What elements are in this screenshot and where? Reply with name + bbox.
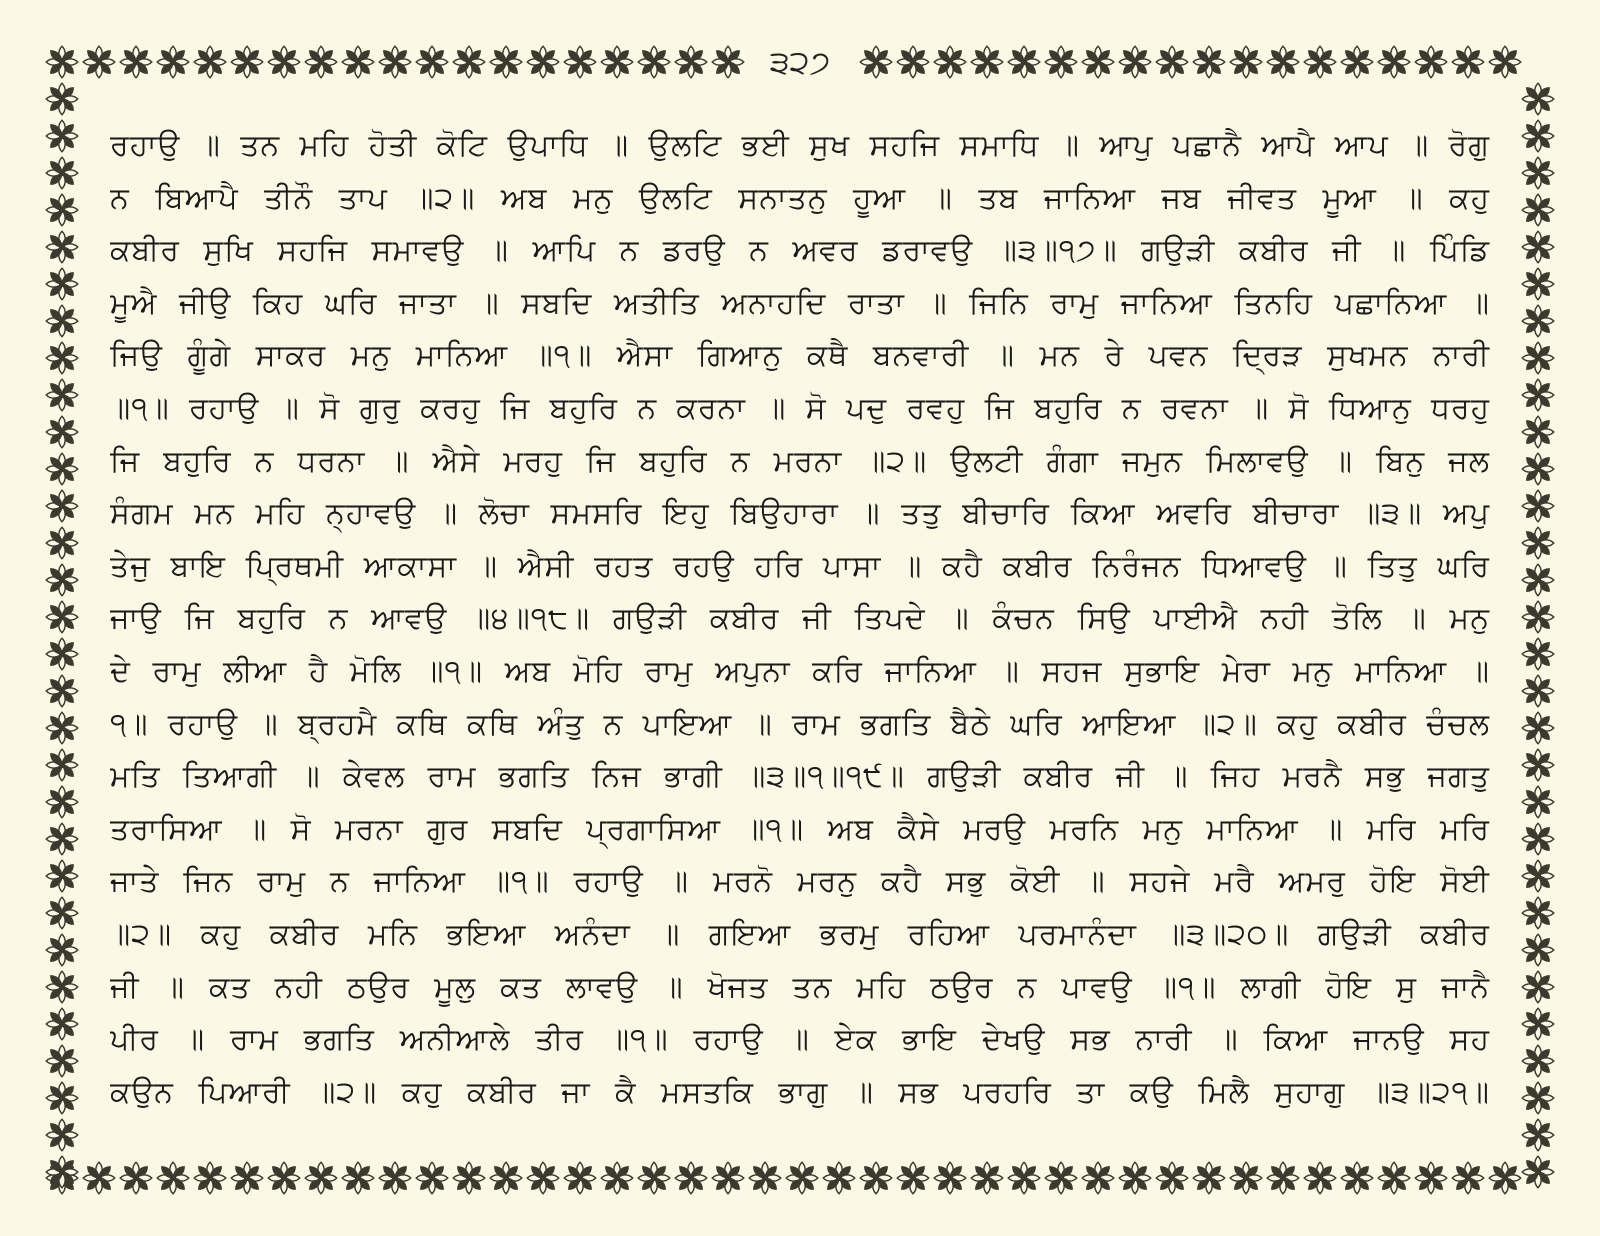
text-line: ਪੀਰ ॥ ਰਾਮ ਭਗਤਿ ਅਨੀਆਲੇ ਤੀਰ ॥੧॥ ਰਹਾਉ ॥ ਏਕ ਭਾਇ ਦੇਖਉ ਸਭ ਨਾਰੀ ॥ ਕਿਆ ਜਾਨਉ ਸਹ	[110, 1022, 1490, 1058]
flower-ornament-icon	[897, 46, 929, 78]
flower-ornament-icon	[1230, 46, 1262, 78]
flower-ornament-icon	[1230, 1162, 1262, 1194]
flower-ornament-icon	[416, 1162, 448, 1194]
flower-ornament-icon	[1522, 1156, 1554, 1188]
flower-ornament-icon	[1452, 46, 1484, 78]
flower-ornament-icon	[46, 897, 78, 929]
flower-ornament-icon	[823, 1162, 855, 1194]
flower-ornament-icon	[1304, 1162, 1336, 1194]
flower-ornament-icon	[46, 934, 78, 966]
text-line: ਜੀ ॥ ਕਤ ਨਹੀ ਠਉਰ ਮੂਲੁ ਕਤ ਲਾਵਉ ॥ ਖੋਜਤ ਤਨ ਮਹਿ ਠਉਰ ਨ ਪਾਵਉ ॥੧॥ ਲਾਗੀ ਹੋਇ ਸੁ ਜਾਨੈ	[110, 969, 1490, 1005]
flower-ornament-icon	[1489, 1162, 1521, 1194]
flower-ornament-icon	[46, 786, 78, 818]
text-line: ਕਬੀਰ ਸੁਖਿ ਸਹਜਿ ਸਮਾਵਉ ॥ ਆਪਿ ਨ ਡਰਉ ਨ ਅਵਰ ਡਰਾਵਉ ॥੩॥੧੭॥ ਗਉੜੀ ਕਬੀਰ ਜੀ ॥ ਪਿੰਡਿ	[110, 233, 1490, 269]
flower-ornament-icon	[564, 46, 596, 78]
flower-ornament-icon	[1522, 490, 1554, 522]
flower-ornament-icon	[1522, 675, 1554, 707]
flower-ornament-icon	[1522, 157, 1554, 189]
flower-ornament-icon	[1119, 1162, 1151, 1194]
flower-ornament-icon	[46, 527, 78, 559]
flower-ornament-icon	[1341, 1162, 1373, 1194]
flower-ornament-icon	[601, 46, 633, 78]
flower-ornament-icon	[46, 268, 78, 300]
gurbani-text-block	[110, 120, 1490, 1119]
flower-ornament-icon	[1522, 638, 1554, 670]
flower-ornament-icon	[1522, 416, 1554, 448]
flower-ornament-icon	[120, 46, 152, 78]
flower-ornament-icon	[1522, 564, 1554, 596]
flower-ornament-icon	[1522, 120, 1554, 152]
flower-ornament-icon	[379, 1162, 411, 1194]
flower-ornament-icon	[1082, 1162, 1114, 1194]
flower-ornament-icon	[1522, 379, 1554, 411]
flower-ornament-icon	[1522, 786, 1554, 818]
flower-ornament-icon	[1156, 1162, 1188, 1194]
flower-ornament-icon	[342, 46, 374, 78]
flower-ornament-icon	[1522, 194, 1554, 226]
flower-ornament-icon	[305, 46, 337, 78]
flower-ornament-icon	[46, 601, 78, 633]
flower-ornament-icon	[1522, 1045, 1554, 1077]
flower-ornament-icon	[860, 46, 892, 78]
flower-ornament-icon	[46, 564, 78, 596]
flower-ornament-icon	[786, 1162, 818, 1194]
flower-ornament-icon	[675, 1162, 707, 1194]
flower-ornament-icon	[231, 46, 263, 78]
flower-ornament-icon	[157, 1162, 189, 1194]
flower-ornament-icon	[416, 46, 448, 78]
flower-ornament-icon	[379, 46, 411, 78]
flower-ornament-icon	[564, 1162, 596, 1194]
flower-ornament-icon	[490, 1162, 522, 1194]
flower-ornament-icon	[1522, 527, 1554, 559]
flower-ornament-icon	[1452, 1162, 1484, 1194]
flower-ornament-icon	[46, 1119, 78, 1151]
flower-ornament-icon	[712, 46, 744, 78]
flower-ornament-icon	[1378, 46, 1410, 78]
flower-ornament-icon	[971, 1162, 1003, 1194]
flower-ornament-icon	[638, 1162, 670, 1194]
text-line: ਦੇ ਰਾਮੁ ਲੀਆ ਹੈ ਮੋਲਿ ॥੧॥ ਅਬ ਮੋਹਿ ਰਾਮੁ ਅਪੁਨਾ ਕਰਿ ਜਾਨਿਆ ॥ ਸਹਜ ਸੁਭਾਇ ਮੇਰਾ ਮਨੁ ਮਾਨਿਆ ॥	[110, 653, 1490, 689]
flower-ornament-icon	[46, 490, 78, 522]
flower-ornament-icon	[46, 231, 78, 263]
text-line: ॥੧॥ ਰਹਾਉ ॥ ਸੋ ਗੁਰੁ ਕਰਹੁ ਜਿ ਬਹੁਰਿ ਨ ਕਰਨਾ ॥ ਸੋ ਪਦੁ ਰਵਹੁ ਜਿ ਬਹੁਰਿ ਨ ਰਵਨਾ ॥ ਸੋ ਧਿਆਨੁ ਧਰਹੁ	[110, 390, 1490, 426]
flower-ornament-icon	[46, 823, 78, 855]
text-line: ਜਿਉ ਗੂੰਗੇ ਸਾਕਰ ਮਨੁ ਮਾਨਿਆ ॥੧॥ ਐਸਾ ਗਿਆਨੁ ਕਥੈ ਬਨਵਾਰੀ ॥ ਮਨ ਰੇ ਪਵਨ ਦ੍ਰਿੜ ਸੁਖਮਨ ਨਾਰੀ	[110, 338, 1490, 374]
flower-ornament-icon	[1522, 934, 1554, 966]
text-line: ਮਤਿ ਤਿਆਗੀ ॥ ਕੇਵਲ ਰਾਮ ਭਗਤਿ ਨਿਜ ਭਾਗੀ ॥੩॥੧॥੧੯॥ ਗਉੜੀ ਕਬੀਰ ਜੀ ॥ ਜਿਹ ਮਰਨੈ ਸਭੁ ਜਗਤੁ	[110, 759, 1490, 795]
flower-ornament-icon	[638, 46, 670, 78]
text-line: ॥੨॥ ਕਹੁ ਕਬੀਰ ਮਨਿ ਭਇਆ ਅਨੰਦਾ ॥ ਗਇਆ ਭਰਮੁ ਰਹਿਆ ਪਰਮਾਨੰਦਾ ॥੩॥੨੦॥ ਗਉੜੀ ਕਬੀਰ	[110, 916, 1490, 952]
flower-ornament-icon	[749, 1162, 781, 1194]
flower-ornament-icon	[1522, 1008, 1554, 1040]
text-line: ਜਿ ਬਹੁਰਿ ਨ ਧਰਨਾ ॥ ਐਸੇ ਮਰਹੁ ਜਿ ਬਹੁਰਿ ਨ ਮਰਨਾ ॥੨॥ ਉਲਟੀ ਗੰਗਾ ਜਮੁਨ ਮਿਲਾਵਉ ॥ ਬਿਨੁ ਜਲ	[110, 443, 1490, 479]
flower-ornament-icon	[46, 379, 78, 411]
flower-ornament-icon	[157, 46, 189, 78]
flower-ornament-icon	[1193, 1162, 1225, 1194]
flower-ornament-icon	[1267, 46, 1299, 78]
flower-ornament-icon	[46, 83, 78, 115]
flower-ornament-icon	[1522, 897, 1554, 929]
flower-ornament-icon	[1522, 749, 1554, 781]
flower-ornament-icon	[1522, 342, 1554, 374]
flower-ornament-icon	[1045, 46, 1077, 78]
flower-ornament-icon	[46, 1008, 78, 1040]
text-line: ਜਾਉ ਜਿ ਬਹੁਰਿ ਨ ਆਵਉ ॥੪॥੧੮॥ ਗਉੜੀ ਕਬੀਰ ਜੀ ਤਿਪਦੇ ॥ ਕੰਚਨ ਸਿਉ ਪਾਈਐ ਨਹੀ ਤੋਲਿ ॥ ਮਨੁ	[110, 601, 1490, 637]
flower-ornament-icon	[1522, 305, 1554, 337]
flower-ornament-icon	[453, 1162, 485, 1194]
text-line: ਰਹਾਉ ॥ ਤਨ ਮਹਿ ਹੋਤੀ ਕੋਟਿ ਉਪਾਧਿ ॥ ਉਲਟਿ ਭਈ ਸੁਖ ਸਹਜਿ ਸਮਾਧਿ ॥ ਆਪੁ ਪਛਾਨੈ ਆਪੈ ਆਪ ॥ ਰੋਗੁ	[110, 128, 1490, 163]
flower-ornament-icon	[83, 46, 115, 78]
flower-ornament-icon	[268, 1162, 300, 1194]
flower-ornament-icon	[46, 971, 78, 1003]
flower-ornament-icon	[120, 1162, 152, 1194]
flower-ornament-icon	[897, 1162, 929, 1194]
flower-ornament-icon	[1008, 46, 1040, 78]
text-line: ੧॥ ਰਹਾਉ ॥ ਬ੍ਰਹਮੈ ਕਥਿ ਕਥਿ ਅੰਤੁ ਨ ਪਾਇਆ ॥ ਰਾਮ ਭਗਤਿ ਬੈਠੇ ਘਰਿ ਆਇਆ ॥੨॥ ਕਹੁ ਕਬੀਰ ਚੰਚਲ	[110, 706, 1490, 742]
flower-ornament-icon	[1489, 46, 1521, 78]
flower-ornament-icon	[46, 46, 78, 78]
flower-ornament-icon	[46, 342, 78, 374]
flower-ornament-icon	[1193, 46, 1225, 78]
flower-ornament-icon	[194, 46, 226, 78]
flower-ornament-icon	[83, 1162, 115, 1194]
flower-ornament-icon	[1082, 46, 1114, 78]
text-line: ਤੇਜੁ ਬਾਇ ਪ੍ਰਿਥਮੀ ਆਕਾਸਾ ॥ ਐਸੀ ਰਹਤ ਰਹਉ ਹਰਿ ਪਾਸਾ ॥ ਕਹੈ ਕਬੀਰ ਨਿਰੰਜਨ ਧਿਆਵਉ ॥ ਤਿਤੁ ਘਰਿ	[110, 548, 1490, 584]
flower-ornament-icon	[46, 305, 78, 337]
text-line: ਜਾਤੇ ਜਿਨ ਰਾਮੁ ਨ ਜਾਨਿਆ ॥੧॥ ਰਹਾਉ ॥ ਮਰਨੋ ਮਰਨੁ ਕਹੈ ਸਭੁ ਕੋਈ ॥ ਸਹਜੇ ਮਰੈ ਅਮਰੁ ਹੋਇ ਸੋਈ	[110, 864, 1490, 900]
flower-ornament-icon	[1008, 1162, 1040, 1194]
flower-ornament-icon	[1522, 971, 1554, 1003]
text-line: ਸੰਗਮ ਮਨ ਮਹਿ ਨ੍ਹਾਵਉ ॥ ਲੋਚਾ ਸਮਸਰਿ ਇਹੁ ਬਿਉਹਾਰਾ ॥ ਤਤੁ ਬੀਚਾਰਿ ਕਿਆ ਅਵਰਿ ਬੀਚਾਰਾ ॥੩॥ ਅਪੁ	[110, 496, 1490, 532]
flower-ornament-icon	[527, 1162, 559, 1194]
flower-ornament-icon	[1522, 83, 1554, 115]
flower-ornament-icon	[1415, 1162, 1447, 1194]
flower-ornament-icon	[1522, 1082, 1554, 1114]
flower-ornament-icon	[46, 120, 78, 152]
flower-ornament-icon	[601, 1162, 633, 1194]
flower-ornament-icon	[46, 638, 78, 670]
flower-ornament-icon	[46, 749, 78, 781]
flower-ornament-icon	[231, 1162, 263, 1194]
flower-ornament-icon	[1045, 1162, 1077, 1194]
flower-ornament-icon	[46, 1156, 78, 1188]
flower-ornament-icon	[971, 46, 1003, 78]
flower-ornament-icon	[305, 1162, 337, 1194]
flower-ornament-icon	[46, 157, 78, 189]
flower-ornament-icon	[1267, 1162, 1299, 1194]
flower-ornament-icon	[1522, 712, 1554, 744]
flower-ornament-icon	[46, 1082, 78, 1114]
page-number: ੩੨੭	[760, 42, 840, 82]
flower-ornament-icon	[1522, 231, 1554, 263]
flower-ornament-icon	[1378, 1162, 1410, 1194]
flower-ornament-icon	[1522, 823, 1554, 855]
flower-ornament-icon	[1119, 46, 1151, 78]
flower-ornament-icon	[46, 416, 78, 448]
flower-ornament-icon	[1522, 601, 1554, 633]
flower-ornament-icon	[342, 1162, 374, 1194]
flower-ornament-icon	[1415, 46, 1447, 78]
flower-ornament-icon	[1522, 453, 1554, 485]
flower-ornament-icon	[712, 1162, 744, 1194]
flower-ornament-icon	[1341, 46, 1373, 78]
flower-ornament-icon	[527, 46, 559, 78]
flower-ornament-icon	[1522, 268, 1554, 300]
text-line: ਨ ਬਿਆਪੈ ਤੀਨੌ ਤਾਪ ॥੨॥ ਅਬ ਮਨੁ ਉਲਟਿ ਸਨਾਤਨੁ ਹੂਆ ॥ ਤਬ ਜਾਨਿਆ ਜਬ ਜੀਵਤ ਮੂਆ ॥ ਕਹੁ	[110, 180, 1490, 216]
flower-ornament-icon	[1304, 46, 1336, 78]
flower-ornament-icon	[268, 46, 300, 78]
flower-ornament-icon	[934, 1162, 966, 1194]
flower-ornament-icon	[453, 46, 485, 78]
flower-ornament-icon	[46, 1045, 78, 1077]
flower-ornament-icon	[46, 194, 78, 226]
flower-ornament-icon	[490, 46, 522, 78]
text-line: ਤਰਾਸਿਆ ॥ ਸੋ ਮਰਨਾ ਗੁਰ ਸਬਦਿ ਪ੍ਰਗਾਸਿਆ ॥੧॥ ਅਬ ਕੈਸੇ ਮਰਉ ਮਰਨਿ ਮਨੁ ਮਾਨਿਆ ॥ ਮਰਿ ਮਰਿ	[110, 811, 1490, 847]
flower-ornament-icon	[46, 675, 78, 707]
text-line: ਕਉਨ ਪਿਆਰੀ ॥੨॥ ਕਹੁ ਕਬੀਰ ਜਾ ਕੈ ਮਸਤਕਿ ਭਾਗੁ ॥ ਸਭ ਪਰਹਰਿ ਤਾ ਕਉ ਮਿਲੈ ਸੁਹਾਗੁ ॥੩॥੨੧॥	[110, 1074, 1490, 1110]
flower-ornament-icon	[860, 1162, 892, 1194]
text-line: ਮੂਐ ਜੀਉ ਕਿਹ ਘਰਿ ਜਾਤਾ ॥ ਸਬਦਿ ਅਤੀਤਿ ਅਨਾਹਦਿ ਰਾਤਾ ॥ ਜਿਨਿ ਰਾਮੁ ਜਾਨਿਆ ਤਿਨਹਿ ਪਛਾਨਿਆ ॥	[110, 285, 1490, 321]
flower-ornament-icon	[46, 453, 78, 485]
flower-ornament-icon	[46, 860, 78, 892]
flower-ornament-icon	[675, 46, 707, 78]
flower-ornament-icon	[1522, 860, 1554, 892]
flower-ornament-icon	[46, 712, 78, 744]
flower-ornament-icon	[1522, 1119, 1554, 1151]
flower-ornament-icon	[1156, 46, 1188, 78]
flower-ornament-icon	[194, 1162, 226, 1194]
flower-ornament-icon	[934, 46, 966, 78]
